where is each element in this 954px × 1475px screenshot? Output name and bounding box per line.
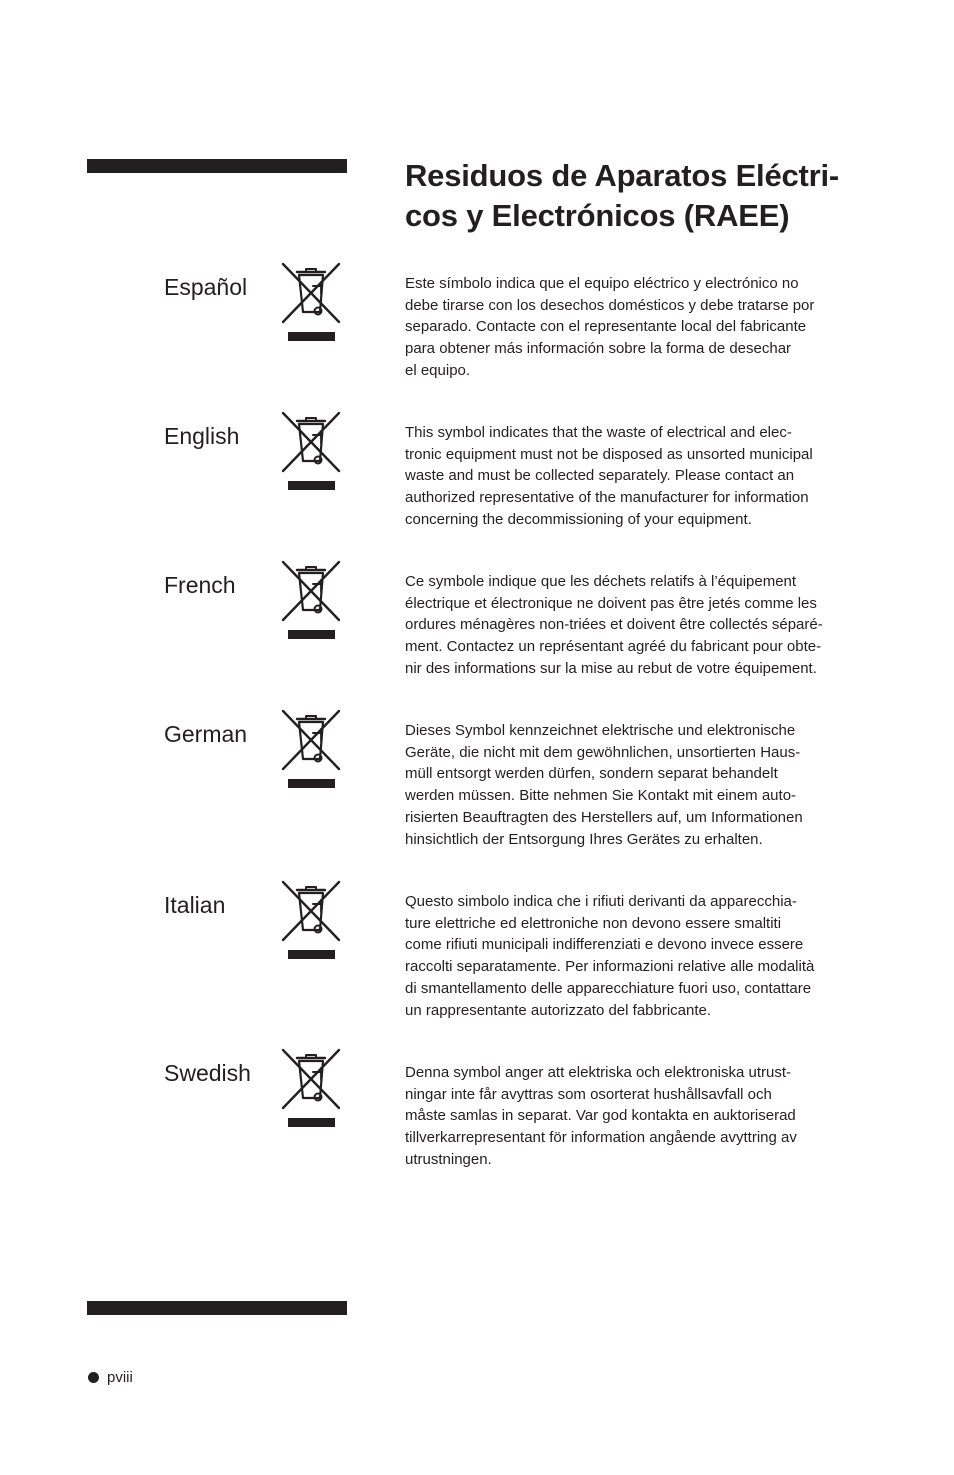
language-label: French — [164, 572, 236, 598]
body-line: risierten Beauftragten des Herstellers auf, um Informationen — [405, 808, 803, 826]
body-line: di smantellamento delle apparecchiature fuori uso, contattare — [405, 979, 812, 997]
language-label: German — [164, 721, 248, 747]
section-body — [405, 1062, 885, 1171]
language-label: Swedish — [164, 1060, 251, 1086]
body-line: This symbol indicates that the waste of electrical and elec- — [405, 424, 792, 441]
title-line: cos y Electrónicos (RAEE) — [405, 198, 790, 233]
body-line: werden müssen. Bitte nehmen Sie Kontakt mit einem auto- — [405, 787, 797, 805]
body-line: come rifiuti municipali indifferenziati e devono invece essere — [405, 936, 804, 954]
body-line: Ce symbole indique que les déchets relatifs à l’équipement — [405, 573, 797, 590]
body-line: debe tirarse con los desechos domésticos y debe tratarse por — [405, 296, 815, 314]
top-rule — [87, 159, 347, 173]
body-line: ture elettriche ed elettroniche non devono essere smaltiti — [405, 914, 782, 932]
body-line: électrique et électronique ne doivent pas être jetés comme les — [405, 594, 817, 612]
language-label: English — [164, 423, 240, 449]
weee-crossed-out-wheelie-bin-icon — [280, 260, 342, 346]
body-line: raccolti separatamente. Per informazioni relative alle modalità — [405, 958, 815, 976]
body-line: Este símbolo indica que el equipo eléctrico y electrónico no — [405, 275, 799, 292]
section-body — [405, 720, 885, 850]
section-body — [405, 891, 885, 1021]
body-line: tillverkarrepresentant för information angående avyttring av — [405, 1129, 797, 1147]
body-line: ordures ménagères non-triées et doivent être collectés séparé- — [405, 616, 823, 634]
body-line: hinsichtlich der Entsorgung Ihres Gerätes zu erhalten. — [405, 830, 763, 848]
body-line: para obtener más información sobre la forma de desechar — [405, 340, 792, 358]
body-line: un rappresentante autorizzato del fabbricante. — [405, 1001, 712, 1019]
body-line: Denna symbol anger att elektriska och elektroniska utrust- — [405, 1064, 792, 1081]
body-line: ment. Contactez un représentant agréé du fabricant pour obte- — [405, 638, 822, 656]
page-number: pviii — [107, 1369, 133, 1386]
body-line: Questo simbolo indica che i rifiuti derivanti da apparecchia- — [405, 893, 797, 910]
language-label: Italian — [164, 892, 226, 918]
body-line: Dieses Symbol kennzeichnet elektrische und elektronische — [405, 722, 796, 739]
body-line: separado. Contacte con el representante local del fabricante — [405, 318, 807, 336]
weee-crossed-out-wheelie-bin-icon — [280, 1046, 342, 1132]
body-line: el equipo. — [405, 361, 471, 379]
body-line: Geräte, die nicht mit dem gewöhnlichen, unsortierten Haus- — [405, 743, 801, 761]
body-line: müll entsorgt werden dürfen, sondern separat behandelt — [405, 765, 778, 783]
title-line: Residuos de Aparatos Eléctri- — [405, 158, 840, 193]
section-body — [405, 571, 885, 680]
body-line: concerning the decommissioning of your equipment. — [405, 510, 752, 528]
body-line: utrustningen. — [405, 1150, 492, 1168]
body-line: måste samlas in separat. Var god kontakta en auktoriserad — [405, 1107, 796, 1125]
weee-crossed-out-wheelie-bin-icon — [280, 558, 342, 644]
page-title — [405, 156, 905, 236]
weee-crossed-out-wheelie-bin-icon — [280, 878, 342, 964]
bottom-rule — [87, 1301, 347, 1315]
language-label: Español — [164, 274, 248, 300]
bullet-icon — [88, 1372, 99, 1383]
body-line: authorized representative of the manufacturer for information — [405, 489, 809, 507]
body-line: nir des informations sur la mise au rebut de votre équipement. — [405, 659, 817, 677]
weee-crossed-out-wheelie-bin-icon — [280, 707, 342, 793]
body-line: ningar inte får avyttras som osorterat hushållsavfall och — [405, 1085, 772, 1103]
body-line: tronic equipment must not be disposed as unsorted municipal — [405, 445, 813, 463]
section-body — [405, 422, 885, 531]
body-line: waste and must be collected separately. Please contact an — [405, 467, 795, 485]
weee-crossed-out-wheelie-bin-icon — [280, 409, 342, 495]
section-body — [405, 273, 885, 382]
